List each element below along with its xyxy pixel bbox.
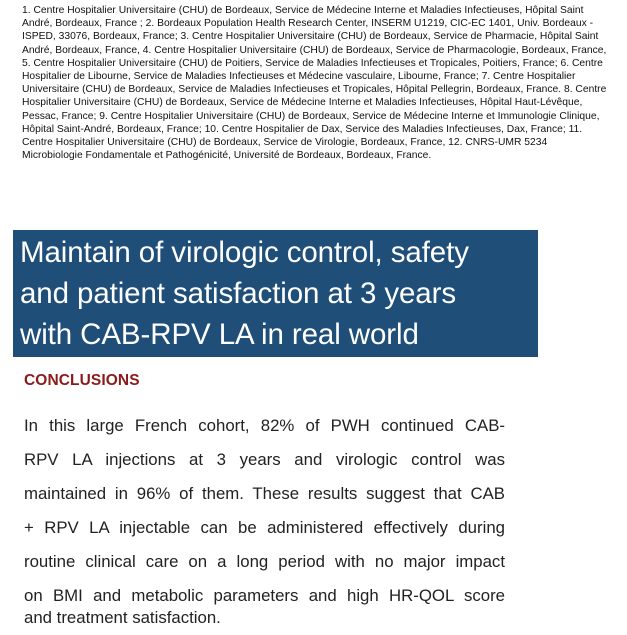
conclusions-heading: CONCLUSIONS — [24, 372, 140, 389]
title-line: with CAB-RPV LA in real world — [20, 318, 419, 351]
conclusion-text-line: on BMI and metabolic parameters and high HR-QOL score — [24, 586, 505, 605]
affiliations-text: 1. Centre Hospitalier Universitaire (CHU) de Bordeaux, Service de Médecine Interne et Maladies Infectieuses, Hôpital Saint André, Bordeaux, France ; 2. Bordeaux Population Health Research Center, INSERM U1219, CIC-EC 1401, Univ. Bordeaux - ISPED, 33076, Bordeaux, France; 3. Centre Hospitalier Universitaire (CHU) de Bordeaux, Service de Pharmacie, Hôpital Saint André, Bordeaux, France, 4. Centre Hospitalier Universitaire (CHU) de Bordeaux, Service de Pharmacologie, Bordeaux, France, 5. Centre Hospitalier Universitaire (CHU) de Poitiers, Service de Maladies Infectieuses et Tropicales, Poitiers, France; 6. Centre Hospitalier de Libourne, Service de Maladies Infectieuses et Médecine vasculaire, Libourne, France; 7. Centre Hospitalier Universitaire (CHU) de Bordeaux, Service de Maladies Infectieuses et Tropicales, Hôpital Pellegrin, Bordeaux, France. 8. Centre Hospitalier Universitaire (CHU) de Bordeaux, Service de Médecine Interne et Maladies Infectieuses, Hôpital Haut-Lévêque, Pessac, France; 9. Centre Hospitalier Universitaire (CHU) de Bordeaux, Service de Médecine Interne et Immunologie Clinique, Hôpital Saint-André, Bordeaux, France; 10. Centre Hospitalier de Dax, Service des Maladies Infectieuses, Dax, France; 11. Centre Hospitalier Universitaire (CHU) de Bordeaux, Service de Virologie, Bordeaux, France, 12. CNRS-UMR 5234 Microbiologie Fondamentale et Pathogénicité, Université de Bordeaux, Bordeaux, France. — [22, 5, 607, 162]
conclusion-text-line: In this large French cohort, 82% of PWH continued CAB- — [24, 416, 505, 435]
title-line: and patient satisfaction at 3 years — [20, 277, 456, 310]
conclusion-text-line: maintained in 96% of them. These results suggest that CAB — [24, 484, 505, 503]
title-banner — [13, 230, 538, 357]
conclusion-text-line: RPV LA injections at 3 years and virologic control was — [24, 450, 505, 469]
title-line: Maintain of virologic control, safety — [20, 236, 469, 269]
conclusion-text-line: and treatment satisfaction. — [24, 608, 221, 627]
conclusion-text-line: + RPV LA injectable can be administered effectively during — [24, 518, 505, 537]
conclusion-text-line: routine clinical care on a long period with no major impact — [24, 552, 505, 571]
